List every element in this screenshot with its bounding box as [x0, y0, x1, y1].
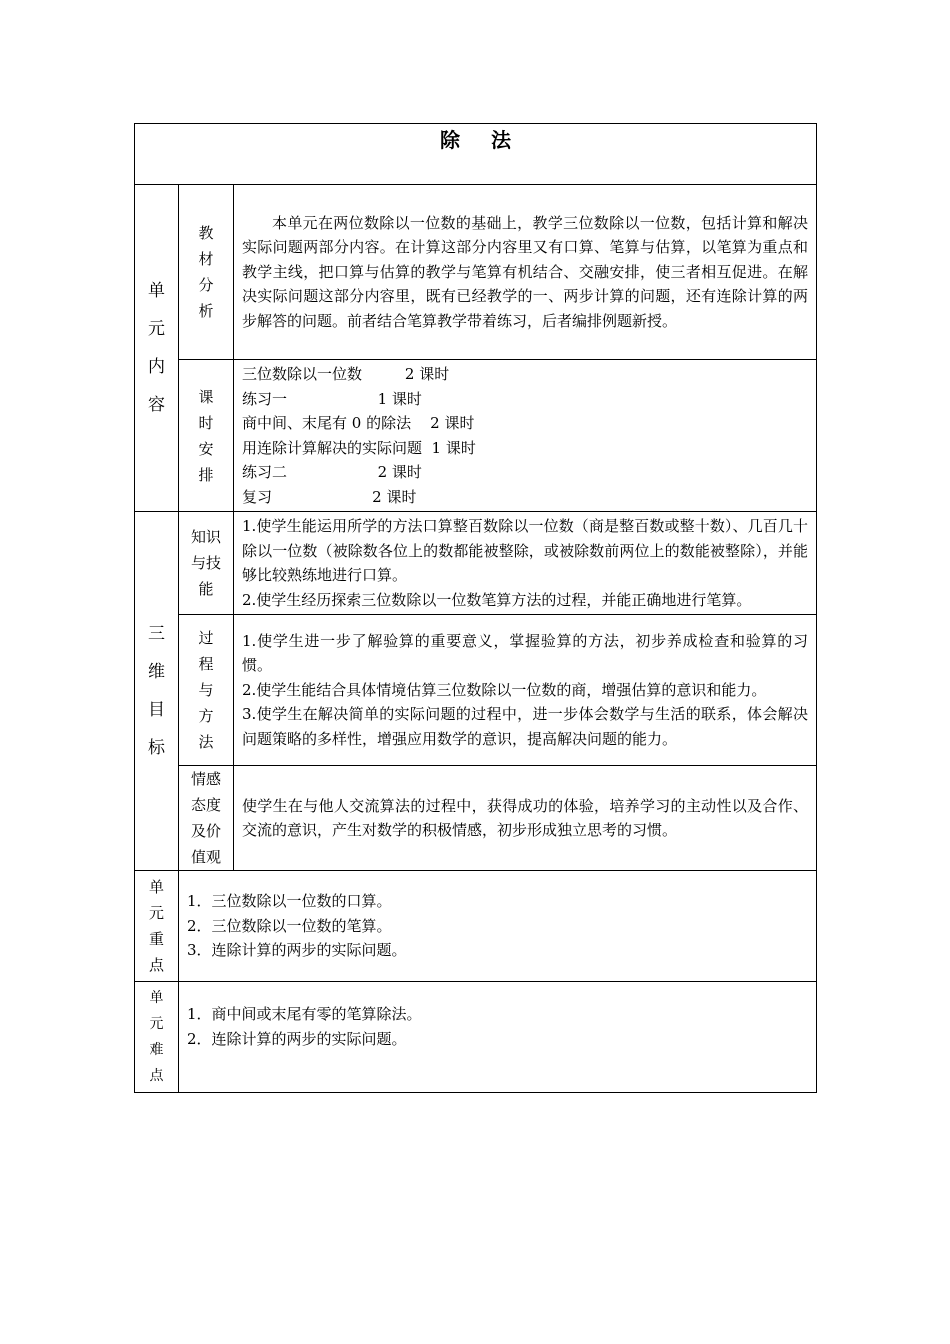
- label-char: 排: [198, 465, 214, 484]
- label-char: 情感: [190, 770, 221, 788]
- knowledge-content: [234, 512, 817, 615]
- label-char: 元: [148, 319, 165, 339]
- schedule-item: 商中间、末尾有 0 的除法 2 课时: [242, 414, 475, 432]
- schedule-label: [179, 360, 234, 512]
- label-char: 教: [198, 224, 214, 242]
- attitude-content: [234, 766, 817, 871]
- process-row: [135, 615, 817, 766]
- analysis-text: 本单元在两位数除以一位数的基础上，教学三位数除以一位数，包括计算和解决实际问题两部分内容。在计算这部分内容里又有口算、笔算与估算，以笔算为重点和教学主线，把口算与估算的教学与笔算有机结合、交融安排，使三者相互促进。在解决实际问题这部分内容里，既有已经教学的一、两步计算的问题，还有连除计算的两步解答的问题。前者结合笔算教学带着练习，后者编排例题新授。: [242, 213, 809, 330]
- label-char: 元: [148, 904, 164, 922]
- label-char: 材: [198, 250, 214, 268]
- lesson-plan-table: [134, 123, 817, 1093]
- label-char: 课: [198, 387, 214, 406]
- difficulty-item: 1．商中间或末尾有零的笔算除法。: [187, 1005, 422, 1023]
- label-char: 与技: [190, 554, 221, 572]
- label-char: 单: [148, 878, 164, 896]
- knowledge-item: 1.使学生能运用所学的方法口算整百数除以一位数（商是整百数或整十数）、几百几十除以一位数（被除数各位上的数都能被整除，或被除数前两位上的数能被整除），并能够比较熟练地进行口算。: [242, 517, 809, 584]
- key-points-label: [135, 871, 179, 982]
- label-char: 容: [148, 395, 165, 415]
- knowledge-label: [179, 512, 234, 615]
- label-char: 单: [149, 990, 164, 1006]
- label-char: 维: [148, 662, 165, 682]
- page-title: 除 法: [440, 128, 523, 152]
- label-char: 能: [198, 580, 214, 598]
- difficulties-row: [135, 982, 817, 1093]
- schedule-item: 三位数除以一位数 2 课时: [242, 365, 450, 383]
- knowledge-item: 2.使学生经历探索三位数除以一位数笔算方法的过程，并能正确地进行笔算。: [242, 590, 752, 609]
- lesson-plan-sheet: [134, 123, 816, 1093]
- label-char: 析: [198, 302, 214, 320]
- label-char: 方: [198, 707, 214, 725]
- label-char: 过: [198, 629, 214, 647]
- label-char: 知识: [190, 528, 221, 546]
- label-char: 单: [148, 281, 165, 301]
- label-char: 分: [198, 276, 214, 294]
- process-label: [179, 615, 234, 766]
- analysis-row: [135, 185, 817, 360]
- process-item: 2.使学生能结合具体情境估算三位数除以一位数的商，增强估算的意识和能力。: [242, 680, 767, 699]
- schedule-content: [234, 360, 817, 512]
- analysis-content: [234, 185, 817, 360]
- title-cell: [135, 124, 817, 185]
- label-char: 目: [148, 700, 165, 720]
- goals-label: [135, 512, 179, 871]
- schedule-item: 用连除计算解决的实际问题 1 课时: [242, 438, 476, 457]
- unit-content-label: [135, 185, 179, 512]
- key-point-item: 2．三位数除以一位数的笔算。: [187, 916, 392, 935]
- label-char: 内: [148, 357, 165, 377]
- schedule-item: 练习一 1 课时: [242, 389, 422, 408]
- attitude-text: 使学生在与他人交流算法的过程中，获得成功的体验，培养学习的主动性以及合作、交流的意识，产生对数学的积极情感，初步形成独立思考的习惯。: [242, 796, 809, 839]
- label-char: 与: [198, 681, 214, 699]
- process-item: 3.使学生在解决简单的实际问题的过程中，进一步体会数学与生活的联系，体会解决问题策略的多样性，增强应用数学的意识，提高解决问题的能力。: [242, 705, 809, 748]
- label-char: 点: [149, 1068, 164, 1084]
- label-char: 程: [198, 655, 214, 673]
- label-char: 难: [149, 1042, 164, 1058]
- label-char: 时: [198, 413, 214, 432]
- key-points-content: [179, 871, 817, 982]
- schedule-row: [135, 360, 817, 512]
- label-char: 元: [149, 1016, 164, 1032]
- key-point-item: 3．连除计算的两步的实际问题。: [187, 941, 407, 960]
- attitude-label: [179, 766, 234, 871]
- difficulties-label: [135, 982, 179, 1093]
- knowledge-row: [135, 512, 817, 615]
- label-char: 三: [148, 624, 165, 644]
- key-points-row: [135, 871, 817, 982]
- label-char: 点: [148, 956, 164, 974]
- process-content: [234, 615, 817, 766]
- label-char: 标: [148, 738, 165, 758]
- label-char: 及价: [190, 822, 221, 840]
- label-char: 安: [198, 439, 214, 458]
- schedule-item: 复习 2 课时: [242, 487, 417, 506]
- difficulties-content: [179, 982, 817, 1093]
- label-char: 值观: [190, 848, 221, 866]
- label-char: 法: [198, 733, 214, 751]
- difficulty-item: 2．连除计算的两步的实际问题。: [187, 1029, 407, 1048]
- analysis-label: [179, 185, 234, 360]
- key-point-item: 1．三位数除以一位数的口算。: [187, 892, 392, 911]
- attitude-row: [135, 766, 817, 871]
- schedule-item: 练习二 2 课时: [242, 463, 422, 481]
- label-char: 重: [148, 930, 164, 948]
- title-row: [135, 124, 817, 185]
- process-item: 1.使学生进一步了解验算的重要意义，掌握验算的方法，初步养成检查和验算的习惯。: [242, 631, 809, 675]
- label-char: 态度: [190, 796, 221, 814]
